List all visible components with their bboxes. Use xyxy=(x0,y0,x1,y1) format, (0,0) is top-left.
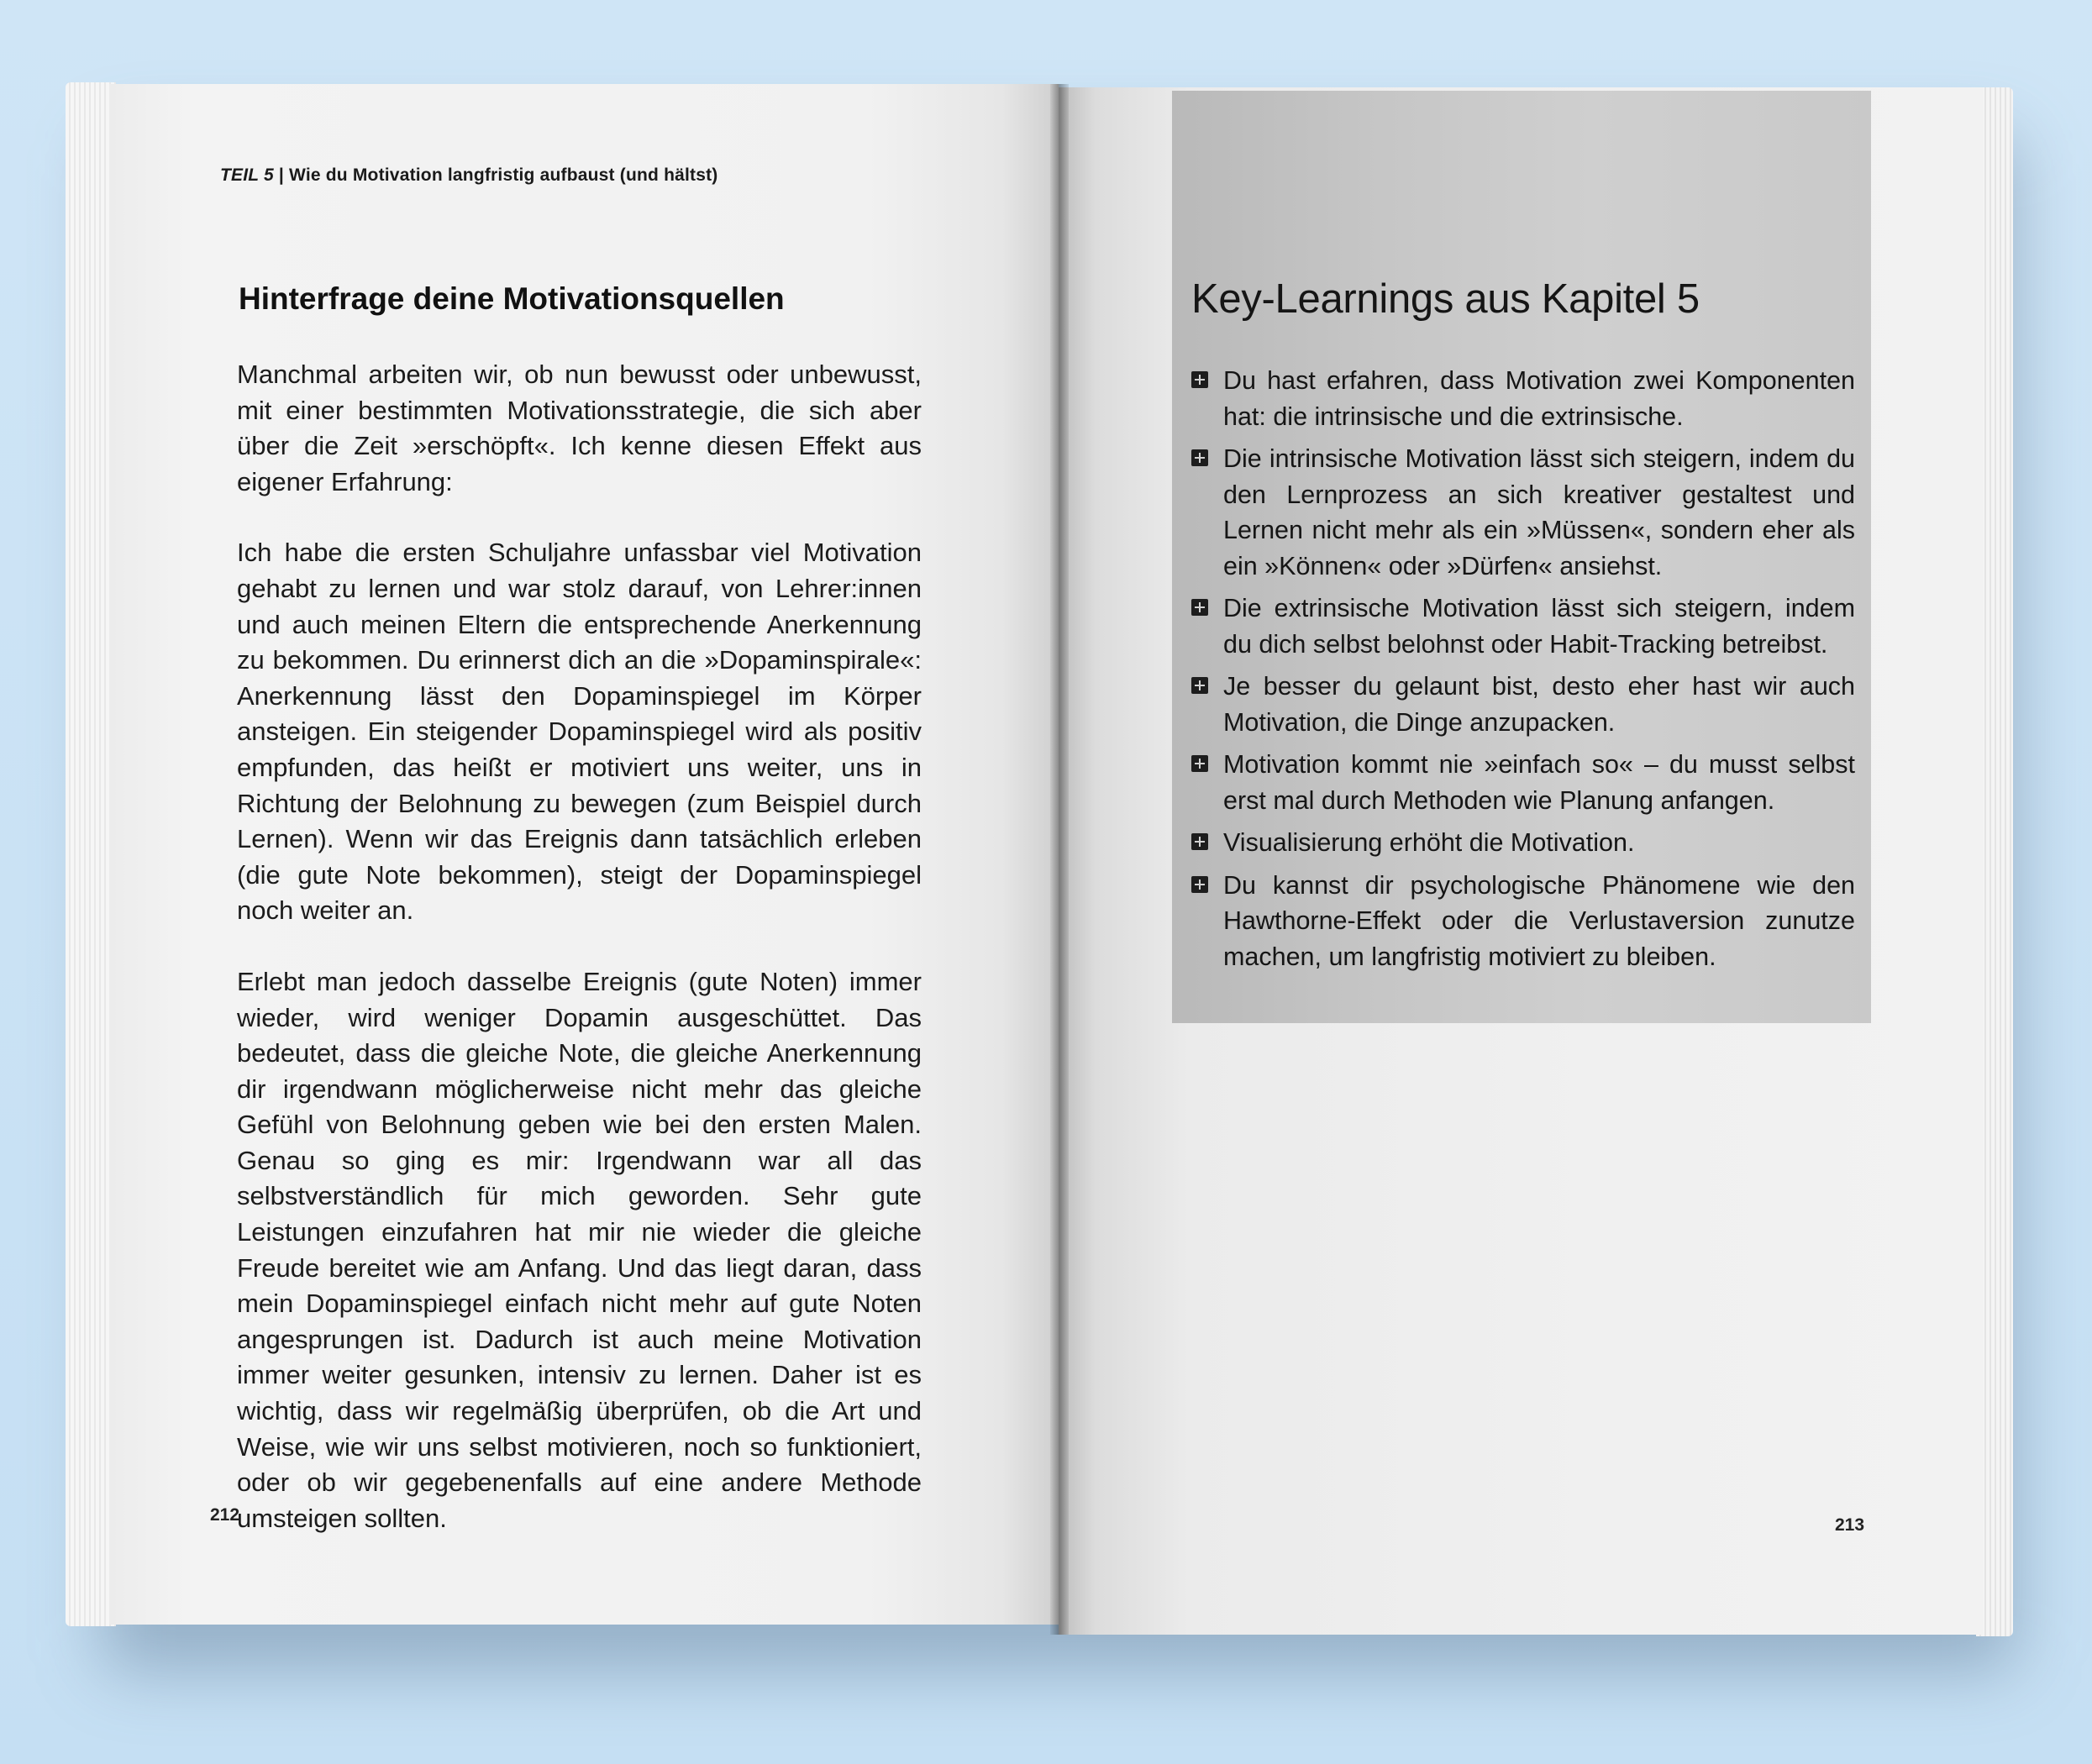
list-item-text: Die extrinsische Motivation lässt sich steigern, indem du dich selbst belohnst oder Habit-Tracking betreibst. xyxy=(1223,594,1855,659)
left-page-edges xyxy=(66,82,116,1626)
list-item-text: Visualisierung erhöht die Motivation. xyxy=(1223,828,1635,857)
paragraph: Ich habe die ersten Schuljahre unfassbar viel Motivation gehabt zu lernen und war stolz darauf, von Lehrer:innen und auch meinen Eltern die entsprechende Anerkennung zu bekommen. Du erinnerst dich an die »Dopaminspirale«: Anerkennung lässt den Dopaminspiegel im Körper ansteigen. Ein steigender Dopaminspiegel wird als positiv empfunden, das heißt er motiviert uns weiter, uns in Richtung der Belohnung zu bewegen (zum Beispiel durch Lernen). Wenn wir das Ereignis dann tatsächlich erleben (die gute Note bekommen), steigt der Dopaminspiegel noch weiter an. xyxy=(237,538,922,926)
key-learnings-list xyxy=(1191,363,1855,981)
page-number-left: 212 xyxy=(210,1505,240,1525)
plus-square-icon xyxy=(1191,371,1208,388)
list-item xyxy=(1191,669,1855,740)
page-number-right: 213 xyxy=(1835,1515,1865,1535)
list-item-text: Du hast erfahren, dass Motivation zwei Komponenten hat: die intrinsische und die extrinsische. xyxy=(1223,366,1855,431)
list-item-text: Du kannst dir psychologische Phänomene wie den Hawthorne-Effekt oder die Verlustaversion zunutze machen, um langfristig motiviert zu bleiben. xyxy=(1223,870,1855,971)
list-item-text: Motivation kommt nie »einfach so« – du musst selbst erst mal durch Methoden wie Planung anfangen. xyxy=(1223,750,1855,815)
section-heading: Hinterfrage deine Motivationsquellen xyxy=(239,281,785,316)
running-head xyxy=(220,165,717,186)
running-head-part: TEIL 5 xyxy=(220,165,274,185)
key-learnings-title: Key-Learnings aus Kapitel 5 xyxy=(1191,276,1700,322)
plus-square-icon xyxy=(1191,599,1208,616)
list-item xyxy=(1191,441,1855,584)
plus-square-icon xyxy=(1191,677,1208,694)
running-head-title: | Wie du Motivation langfristig aufbaust (und hältst) xyxy=(273,165,718,185)
paragraph: Erlebt man jedoch dasselbe Ereignis (gute Noten) immer wieder, wird weniger Dopamin ausgeschüttet. Das bedeutet, dass die gleiche Note, die gleiche Anerkennung dir irgendwann möglicherweise nicht mehr das gleiche Gefühl von Belohnung geben wie bei den ersten Malen. Genau so ging es mir: Irgendwann war all das selbstverständlich für mich geworden. Sehr gute Leistungen einzufahren hat mir nie wieder die gleiche Freude bereitet wie am Anfang. Und das liegt daran, dass mein Dopaminspiegel einfach nicht mehr auf gute Noten angesprungen ist. Dadurch ist auch meine Motivation immer weiter gesunken, intensiv zu lernen. Daher ist es wichtig, dass wir regelmäßig überprüfen, ob die Art und Weise, wie wir uns selbst motivieren, noch so funktioniert, oder ob wir gegebenenfalls auf eine andere Methode umsteigen sollten. xyxy=(237,966,922,1533)
list-item-text: Je besser du gelaunt bist, desto eher hast wir auch Motivation, die Dinge anzupacken. xyxy=(1223,672,1855,737)
list-item xyxy=(1191,747,1855,818)
plus-square-icon xyxy=(1191,449,1208,466)
plus-square-icon xyxy=(1191,755,1208,772)
list-item xyxy=(1191,591,1855,662)
book-gutter xyxy=(1050,84,1069,1635)
list-item xyxy=(1191,868,1855,975)
plus-square-icon xyxy=(1191,833,1208,850)
list-item-text: Die intrinsische Motivation lässt sich steigern, indem du den Lernprozess an sich kreativer gestaltest und Lernen nicht mehr als ein »Müssen«, sondern eher als ein »Können« oder »Dürfen« ansiehst. xyxy=(1223,444,1855,580)
list-item xyxy=(1191,825,1855,861)
body-text xyxy=(237,357,922,1572)
list-item xyxy=(1191,363,1855,434)
paragraph: Manchmal arbeiten wir, ob nun bewusst oder unbewusst, mit einer bestimmten Motivationsstrategie, die sich aber über die Zeit »erschöpft«. Ich kenne diesen Effekt aus eigener Erfahrung: xyxy=(237,360,922,496)
plus-square-icon xyxy=(1191,876,1208,893)
